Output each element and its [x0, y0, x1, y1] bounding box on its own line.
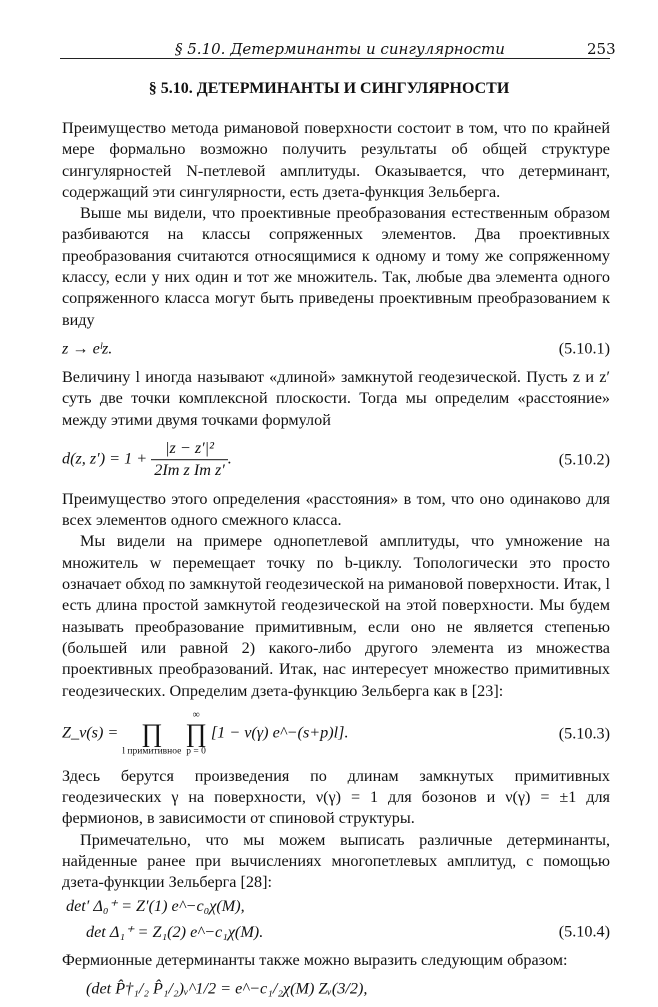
equation-5-10-1-body: z → eˡz.: [62, 339, 113, 358]
paragraph-1: Преимущество метода римановой поверхности состоит в том, что по крайней мере формально возможно получить результаты об общей структуре сингулярностей N-петлевой амплитуды. Оказывается, что детерминант, содержащий эти сингулярности, есть дзета-функция Зельберга.: [62, 119, 610, 201]
equation-5-10-1: [62, 331, 610, 367]
equation-5-10-3-factor: [1 − ν(γ) e^−(s+p)l].: [210, 723, 349, 742]
paragraph-3: Величину l иногда называют «длиной» замкнутой геодезической. Пусть z и z′ суть две точки комплексной плоскости. Тогда мы определим «расстояние» между этими двумя точками формулой: [62, 367, 610, 429]
equation-5-10-3: [62, 702, 610, 766]
equation-5-10-4-line-1: det′ Δ₀⁺ = Z′(1) e^−c₀χ(M),: [66, 896, 245, 915]
product-over-primitive: ∏ l примитивное: [122, 718, 182, 757]
equation-5-10-4-number: (5.10.4): [558, 921, 610, 940]
product-over-primitive-subscript: l примитивное: [122, 746, 182, 757]
section-title: § 5.10. ДЕТЕРМИНАНТЫ И СИНГУЛЯРНОСТИ: [148, 80, 510, 97]
equation-5-10-4: [62, 894, 610, 950]
equation-5-10-2-fraction: [151, 438, 228, 482]
paragraph-8: Фермионные детерминанты также можно выразить следующим образом:: [62, 950, 568, 969]
equation-5-10-4-line-2: det Δ₁⁺ = Z₁(2) e^−c₁χ(M).: [86, 922, 264, 941]
equation-5-10-3-body: [62, 710, 349, 757]
equation-5-10-3-number: (5.10.3): [558, 724, 610, 743]
equation-5-10-3-lhs: Z_ν(s) =: [62, 723, 119, 742]
page-number: 253: [587, 40, 616, 58]
paragraph-2: Выше мы видели, что проективные преобразования естественным образом разбиваются на классы сопряженных элементов. Два проективных преобразования считаются относящимися к одному и тому же сопряженному классу, если у них один и тот же множитель. Так, любые два элемента одного сопряженного класса могут быть приведены проективным преобразованием к виду: [62, 204, 610, 329]
equation-5-10-2: [62, 431, 610, 489]
equation-5-10-2-body: [62, 438, 232, 482]
product-over-p-superscript: ∞: [192, 709, 200, 721]
equation-5-10-2-numerator: |z − z′|²: [151, 438, 228, 460]
paragraph-5: Мы видели на примере однопетлевой амплитуды, что умножение на множитель w перемещает точку по b-циклу. Топологически это просто означает обход по замкнутой геодезической на римановой поверхности. Итак, l есть длина простой замкнутой геодезической на этой поверхности. Мы будем называть преобразование примитивным, если оно не является степенью (большей или равной 2) какого-либо другого элемента из множества проективных преобразований. Итак, нас интересует множество примитивных геодезических. Определим дзета-функцию Зельберга как в [23]:: [62, 532, 610, 700]
running-header: § 5.10. Детерминанты и сингулярности: [175, 40, 505, 58]
paragraph-7: Примечательно, что мы можем выписать различные детерминанты, найденные ранее при вычислениях многопетлевых амплитуд, с помощью дзета-функции Зельберга [28]:: [62, 830, 610, 892]
equation-5-10-2-number: (5.10.2): [558, 450, 610, 469]
product-over-p-subscript: p = 0: [186, 746, 206, 757]
equation-fermion-determinant-body: (det P̂†₁/₂ P̂₁/₂)ᵥ^1/2 = e^−c₁/₂χ(M) Zᵥ(3/2),: [86, 979, 368, 998]
equation-5-10-2-lhs: d(z, z′) = 1 +: [62, 449, 148, 468]
product-over-p: ∞ ∏ p = 0: [185, 709, 207, 757]
body-text: [62, 118, 610, 1007]
equation-5-10-2-denominator: 2Im z Im z′: [154, 461, 225, 480]
equation-5-10-1-number: (5.10.1): [558, 339, 610, 358]
header-rule: [60, 58, 610, 59]
paragraph-4: Преимущество этого определения «расстояния» в том, что оно одинаково для всех элементов одного смежного класса.: [62, 489, 610, 530]
equation-fermion-determinant: [62, 971, 610, 1007]
paragraph-6: Здесь берутся произведения по длинам замкнутых примитивных геодезических γ на поверхности, ν(γ) = 1 для бозонов и ν(γ) = ±1 для фермионов, в зависимости от спиновой структуры.: [62, 766, 610, 828]
equation-5-10-2-tail: .: [227, 449, 232, 468]
